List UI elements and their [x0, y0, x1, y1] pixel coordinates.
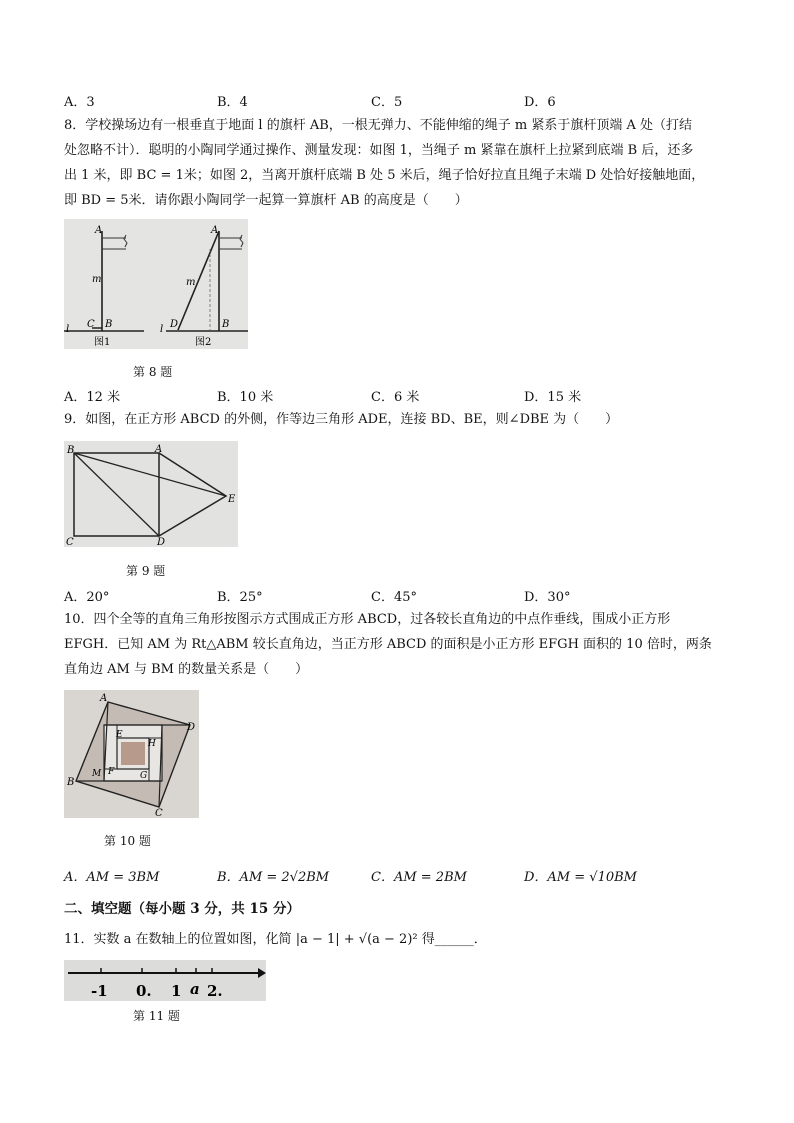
q8-text-line-3: 出 1 米，即 BC = 1米；如图 2，当离开旗杆底端 B 处 5 米后，绳子恰好拉直且绳子末端 D 处恰好接触地面， — [64, 168, 705, 183]
q10-label-c: C — [155, 808, 163, 818]
q7-option-d: D．6 — [524, 95, 556, 110]
q9-label-b: B — [67, 445, 75, 456]
q10-figure-svg — [64, 690, 199, 818]
q10-option-d: D．AM = √10BM — [524, 870, 637, 885]
q10-option-a: A．AM = 3BM — [64, 870, 160, 885]
q8-text-line-4: 即 BD = 5米．请你跟小陶同学一起算一算旗杆 AB 的高度是（ ） — [64, 193, 468, 208]
fig1-label-b: B — [105, 319, 113, 330]
q10-label-a: A — [100, 693, 108, 704]
fig2-label-d: D — [170, 319, 179, 330]
q10-text-line-1: 10．四个全等的直角三角形按图示方式围成正方形 ABCD，过各较长直角边的中点作垂线，围成小正方形 — [64, 612, 671, 627]
q10-option-b: B．AM = 2√2BM — [217, 870, 330, 885]
axis-label-minus-1: -1 — [91, 982, 108, 1000]
q10-label-m: M — [92, 769, 102, 779]
q7-option-a: A．3 — [64, 95, 95, 110]
q10-label-g: G — [140, 771, 148, 781]
fig2-label-b: B — [222, 319, 230, 330]
q7-option-c: C．5 — [371, 95, 403, 110]
section-heading: 二、填空题（每小题 3 分，共 15 分） — [64, 901, 300, 917]
q8-option-d: D．15 米 — [524, 390, 582, 405]
fig2-caption: 图2 — [195, 337, 212, 348]
fig1-label-m: m — [92, 274, 102, 285]
q9-figure-svg — [64, 441, 238, 547]
q11-number-line — [64, 960, 266, 1001]
fig2-label-l: l — [160, 324, 164, 335]
q8-options — [64, 386, 684, 404]
fig1-label-a: A — [95, 225, 103, 236]
q9-label-a: A — [155, 444, 163, 455]
fig1-label-c: C — [87, 319, 95, 330]
q10-label-b: B — [67, 777, 75, 788]
q9-caption: 第 9 题 — [126, 564, 166, 578]
q9-options — [64, 586, 684, 604]
q11-caption: 第 11 题 — [133, 1009, 180, 1023]
fig1-caption: 图1 — [94, 337, 111, 348]
q10-label-d: D — [187, 722, 196, 733]
q9-label-e: E — [228, 494, 236, 505]
q9-option-b: B．25° — [217, 590, 263, 605]
axis-label-a: a — [190, 980, 200, 998]
q9-option-c: C．45° — [371, 590, 417, 605]
q8-caption: 第 8 题 — [133, 365, 173, 379]
q8-figure-svg — [64, 219, 248, 349]
q8-option-b: B．10 米 — [217, 390, 274, 405]
fig2-label-a: A — [211, 225, 219, 236]
square-efgh-fill — [121, 742, 145, 765]
q9-figure — [64, 441, 238, 547]
q11-text-line: 11．实数 a 在数轴上的位置如图，化简 |a − 1| + √(a − 2)² 得______． — [64, 932, 487, 947]
q8-option-c: C．6 米 — [371, 390, 420, 405]
q10-label-h: H — [148, 739, 156, 749]
q9-option-d: D．30° — [524, 590, 571, 605]
q10-text-line-3: 直角边 AM 与 BM 的数量关系是（ ） — [64, 662, 309, 677]
q8-text-line-1: 8．学校操场边有一根垂直于地面 l 的旗杆 AB，一根无弹力、不能伸缩的绳子 m 紧系于旗杆顶端 A 处（打结 — [64, 118, 693, 133]
q8-text-line-2: 处忽略不计）．聪明的小陶同学通过操作、测量发现：如图 1，当绳子 m 紧靠在旗杆上拉紧到底端 B 后，还多 — [64, 143, 694, 158]
axis-label-1: 1 — [171, 982, 182, 1000]
q9-label-c: C — [66, 537, 74, 547]
q9-text-line-1: 9．如图，在正方形 ABCD 的外侧，作等边三角形 ADE，连接 BD、BE，则∠DBE 为（ ） — [64, 412, 619, 427]
q10-label-e: E — [116, 730, 123, 740]
q8-figure — [64, 219, 248, 349]
axis-label-2: 2. — [207, 982, 223, 1000]
q10-label-f: F — [108, 767, 115, 777]
q9-option-a: A．20° — [64, 590, 110, 605]
q7-option-b: B．4 — [217, 95, 248, 110]
q9-label-d: D — [157, 537, 166, 547]
axis-label-0: 0. — [136, 982, 152, 1000]
fig2-label-m: m — [186, 277, 196, 288]
q10-options — [64, 866, 684, 884]
q7-options — [64, 91, 684, 109]
q11-number-line-svg — [64, 960, 266, 1001]
q10-caption: 第 10 题 — [104, 834, 151, 848]
q10-option-c: C．AM = 2BM — [371, 870, 467, 885]
q10-figure — [64, 690, 199, 818]
q10-text-line-2: EFGH．已知 AM 为 Rt△ABM 较长直角边，当正方形 ABCD 的面积是小正方形 EFGH 面积的 10 倍时，两条 — [64, 637, 712, 652]
fig1-label-l: l — [66, 324, 70, 335]
q8-option-a: A．12 米 — [64, 390, 121, 405]
